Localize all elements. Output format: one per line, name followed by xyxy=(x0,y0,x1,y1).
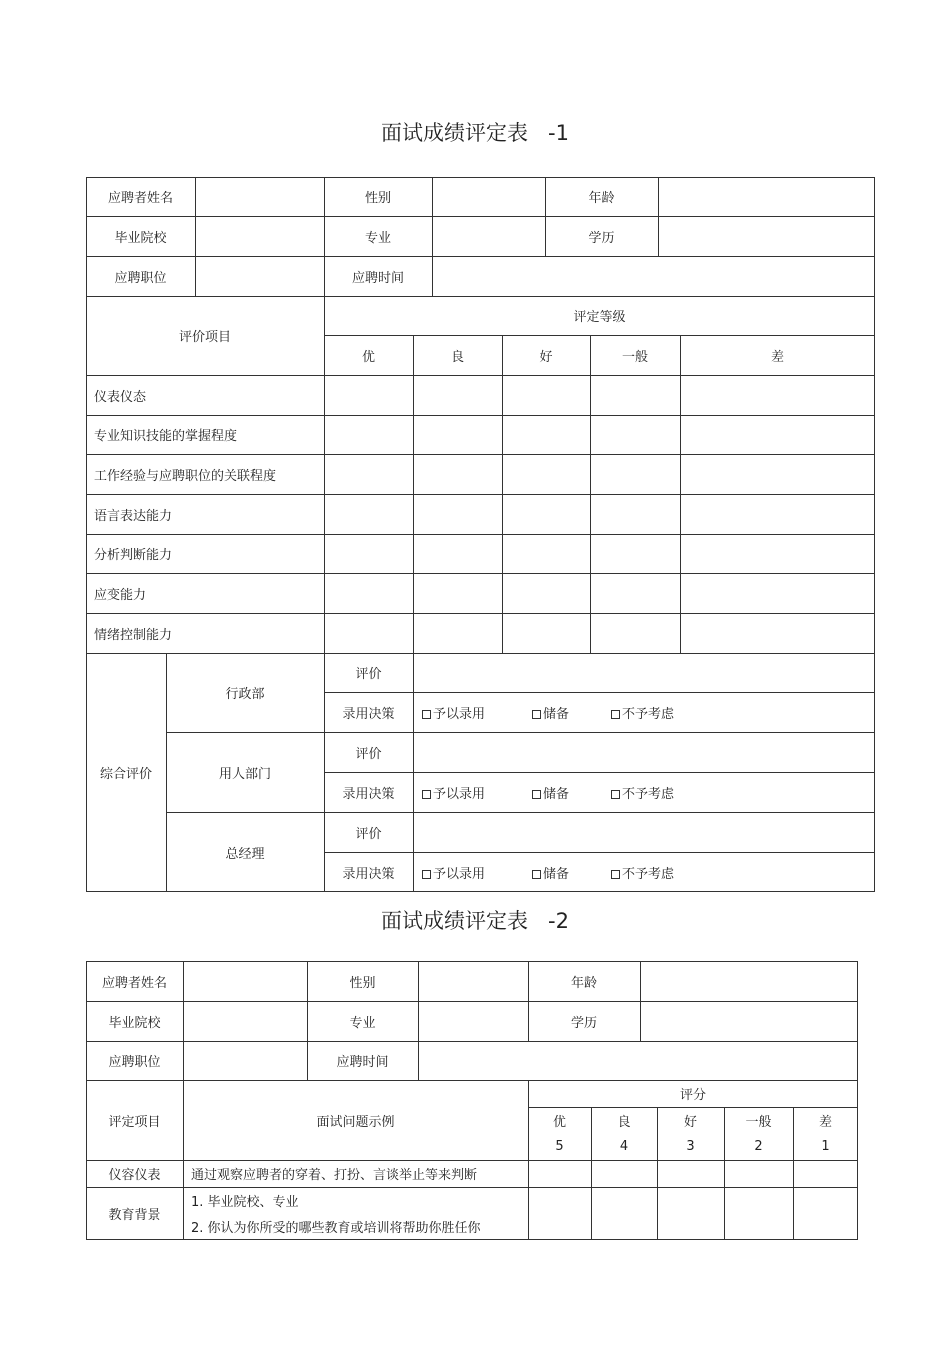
position-label: 应聘职位 xyxy=(108,1055,161,1070)
points-4: 4 xyxy=(619,1139,629,1154)
level-fine: 好 xyxy=(539,349,553,365)
question-label: 面试问题示例 xyxy=(316,1114,395,1130)
name-label: 应聘者姓名 xyxy=(101,975,167,991)
name-field[interactable] xyxy=(183,961,307,1001)
level-excellent: 优 xyxy=(552,1114,566,1130)
checkbox-icon xyxy=(611,710,620,719)
checkbox-icon xyxy=(532,870,541,879)
degree-label: 学历 xyxy=(570,1015,597,1031)
overall-label: 综合评价 xyxy=(99,767,152,782)
level-good: 良 xyxy=(450,349,464,365)
checkbox-icon xyxy=(611,870,620,879)
level-good: 良 xyxy=(617,1114,631,1130)
gender-label: 性别 xyxy=(364,191,391,206)
school-field[interactable] xyxy=(183,1001,307,1041)
time-field[interactable] xyxy=(418,1041,858,1080)
level-average: 一般 xyxy=(621,349,648,365)
major-label: 专业 xyxy=(364,230,391,246)
checkbox-icon xyxy=(532,710,541,719)
comment-field[interactable] xyxy=(413,812,875,852)
points-2: 2 xyxy=(754,1139,763,1154)
level-fine: 好 xyxy=(683,1114,697,1130)
name-field[interactable] xyxy=(195,177,324,216)
checkbox-icon xyxy=(422,870,431,879)
comment-label: 评价 xyxy=(355,746,382,762)
gender-field[interactable] xyxy=(418,961,528,1001)
level-poor: 差 xyxy=(770,349,784,365)
reject-checkbox[interactable]: 不予考虑 xyxy=(611,703,674,722)
decision-label: 录用决策 xyxy=(342,786,395,802)
row-question: 1. 毕业院校、专业 xyxy=(191,1194,299,1210)
school-field[interactable] xyxy=(195,216,324,256)
time-label: 应聘时间 xyxy=(336,1055,389,1070)
eval-item: 应变能力 xyxy=(94,587,147,603)
eval-item: 语言表达能力 xyxy=(94,508,173,524)
eval-item: 仪表仪态 xyxy=(94,389,147,405)
degree-label: 学历 xyxy=(588,230,615,246)
age-label: 年龄 xyxy=(570,975,597,991)
checkbox-icon xyxy=(422,790,431,799)
score-label: 评分 xyxy=(679,1088,706,1103)
level-excellent: 优 xyxy=(361,349,375,365)
row-item: 仪容仪表 xyxy=(108,1168,161,1183)
school-label: 毕业院校 xyxy=(114,230,167,246)
reject-checkbox[interactable]: 不予考虑 xyxy=(611,863,674,882)
dept-hiring: 用人部门 xyxy=(218,766,271,782)
reserve-checkbox[interactable]: 储备 xyxy=(532,863,611,882)
degree-field[interactable] xyxy=(658,216,875,256)
time-field[interactable] xyxy=(432,256,875,296)
checkbox-icon xyxy=(611,790,620,799)
decision-options xyxy=(413,772,875,812)
gender-field[interactable] xyxy=(432,177,545,216)
major-field[interactable] xyxy=(432,216,545,256)
dept-gm: 总经理 xyxy=(225,846,265,862)
time-label: 应聘时间 xyxy=(351,270,404,286)
dept-admin: 行政部 xyxy=(225,687,265,702)
major-field[interactable] xyxy=(418,1001,528,1041)
hire-checkbox[interactable]: 予以录用 xyxy=(422,783,532,802)
comment-label: 评价 xyxy=(355,667,382,682)
decision-options xyxy=(413,852,875,892)
points-5: 5 xyxy=(555,1139,564,1154)
position-field[interactable] xyxy=(183,1041,307,1080)
position-field[interactable] xyxy=(195,256,324,296)
school-label: 毕业院校 xyxy=(108,1015,161,1031)
points-1: 1 xyxy=(821,1139,830,1154)
level-average: 一般 xyxy=(745,1114,772,1130)
eval-item: 工作经验与应聘职位的关联程度 xyxy=(94,468,277,484)
checkbox-icon xyxy=(422,710,431,719)
position-label: 应聘职位 xyxy=(114,270,167,286)
decision-label: 录用决策 xyxy=(342,706,395,722)
decision-label: 录用决策 xyxy=(342,866,395,882)
decision-options xyxy=(413,692,875,732)
name-label: 应聘者姓名 xyxy=(107,191,173,206)
eval-item: 分析判断能力 xyxy=(94,548,173,563)
eval-item: 情绪控制能力 xyxy=(94,627,173,643)
age-field[interactable] xyxy=(658,177,875,216)
item-label: 评定项目 xyxy=(108,1114,161,1130)
eval-item: 专业知识技能的掌握程度 xyxy=(94,429,238,444)
comment-field[interactable] xyxy=(413,732,875,772)
gender-label: 性别 xyxy=(349,975,376,991)
row-item: 教育背景 xyxy=(108,1208,161,1223)
comment-label: 评价 xyxy=(355,826,382,842)
degree-field[interactable] xyxy=(640,1001,858,1041)
form1-title: 面试成绩评定表 -1 xyxy=(381,121,569,145)
age-field[interactable] xyxy=(640,961,858,1001)
checkbox-icon xyxy=(532,790,541,799)
row-question: 通过观察应聘者的穿着、打扮、言谈举止等来判断 xyxy=(191,1168,478,1183)
reserve-checkbox[interactable]: 储备 xyxy=(532,783,611,802)
hire-checkbox[interactable]: 予以录用 xyxy=(422,703,532,722)
age-label: 年龄 xyxy=(588,191,615,206)
comment-field[interactable] xyxy=(413,653,875,692)
hire-checkbox[interactable]: 予以录用 xyxy=(422,863,532,882)
form2-title: 面试成绩评定表 -2 xyxy=(381,909,569,933)
reject-checkbox[interactable]: 不予考虑 xyxy=(611,783,674,802)
row-question: 2. 你认为你所受的哪些教育或培训将帮助你胜任你 xyxy=(191,1221,481,1236)
major-label: 专业 xyxy=(349,1015,376,1031)
level-poor: 差 xyxy=(818,1114,832,1130)
points-3: 3 xyxy=(686,1139,695,1154)
reserve-checkbox[interactable]: 储备 xyxy=(532,703,611,722)
rating-label: 评定等级 xyxy=(573,310,626,325)
eval-item-label: 评价项目 xyxy=(178,330,231,345)
